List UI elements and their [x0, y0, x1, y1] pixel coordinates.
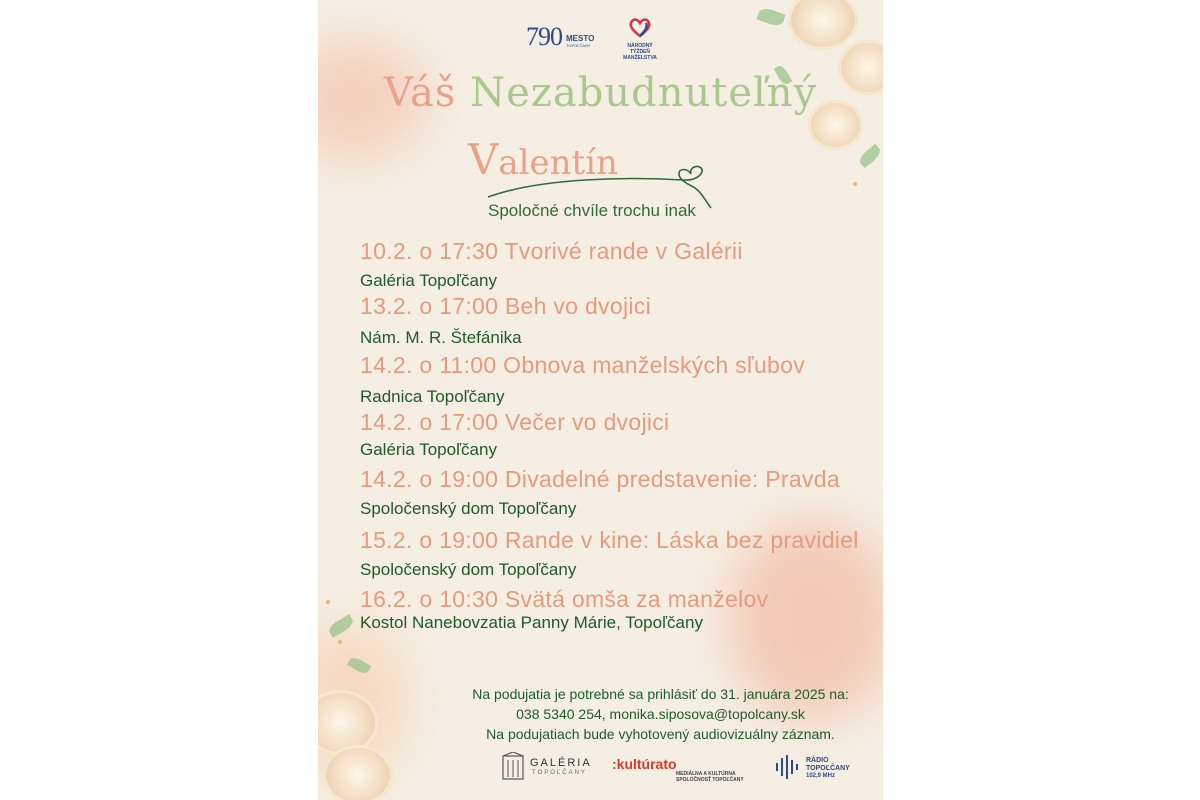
event-title: 14.2. o 19:00 Divadelné predstavenie: Pravda: [360, 466, 840, 492]
marriage-week-text: NÁRODNÝ TÝŽDEŇ MANŽELSTVA: [623, 43, 657, 61]
event-title: 13.2. o 17:00 Beh vo dvojici: [360, 293, 651, 319]
gold-dot: [853, 182, 857, 186]
title-word-vas: Váš: [383, 70, 457, 116]
heart-icon: [627, 18, 653, 38]
kulturato-sub: MEDIÁLNA A KULTÚRNA SPOLOČNOSŤ TOPOĽČANY: [676, 771, 744, 783]
event-poster: [318, 0, 883, 800]
galeria-name: GALÉRIA: [530, 757, 592, 769]
kulturato-name: :kultúrato: [612, 756, 677, 772]
logo-mesto: [566, 34, 594, 48]
logo-mesto-label: MESTO: [566, 34, 595, 43]
event-title: 14.2. o 11:00 Obnova manželských sľubov: [360, 352, 806, 378]
kulturato-logo: [612, 756, 744, 783]
registration-info: [318, 684, 883, 744]
logo-mesto-sub: TOPOĽČANY: [566, 43, 591, 48]
events-list: [360, 238, 860, 633]
top-logos: [318, 18, 883, 61]
event-place: Radnica Topoľčany: [360, 387, 505, 406]
title-line-1: [318, 70, 883, 116]
partner-logos: [318, 752, 883, 792]
event-place: Spoločenský dom Topoľčany: [360, 499, 577, 518]
title-word-valentin: alentín: [498, 143, 618, 183]
galeria-building-icon: [502, 752, 524, 780]
city-790-logo: [526, 22, 595, 52]
contact-line: 038 5340 254, monika.siposova@topolcany.sk: [516, 706, 805, 722]
event-place: Galéria Topoľčany: [360, 440, 497, 459]
title-word-nezabudnutelny: Nezabudnuteľný: [470, 70, 818, 116]
leaf-decoration: [857, 144, 883, 169]
registration-line: Na podujatia je potrebné sa prihlásiť do 31. januára 2025 na:: [472, 686, 849, 702]
event-title: 14.2. o 17:00 Večer vo dvojici: [360, 409, 670, 435]
event-title: 16.2. o 10:30 Svätá omša za manželov: [360, 586, 769, 612]
event-place: Nám. M. R. Štefánika: [360, 328, 522, 347]
gold-dot: [326, 600, 330, 604]
gold-dot: [338, 640, 342, 644]
radio-name: RÁDIO TOPOĽČANY: [806, 757, 850, 772]
event-place: Kostol Nanebovzatia Panny Márie, Topoľčany: [360, 613, 703, 632]
soundwave-icon: [774, 754, 802, 780]
marriage-week-logo: [620, 18, 660, 61]
recording-notice: Na podujatiach bude vyhotovený audiovizuálny záznam.: [486, 726, 835, 742]
galeria-sub: TOPOĽČANY: [532, 770, 587, 776]
event-title: 15.2. o 19:00 Rande v kine: Láska bez pravidiel: [360, 527, 859, 553]
logo-number: 790: [526, 22, 562, 51]
event-place: Spoločenský dom Topoľčany: [360, 560, 577, 579]
radio-frequency: 102,9 MHz: [806, 773, 836, 779]
event-place: Galéria Topoľčany: [360, 271, 497, 290]
title-cap-v: V: [468, 135, 499, 184]
subtitle: Spoločné chvíle trochu inak: [488, 201, 696, 220]
event-title: 10.2. o 17:30 Tvorivé rande v Galérii: [360, 238, 743, 264]
